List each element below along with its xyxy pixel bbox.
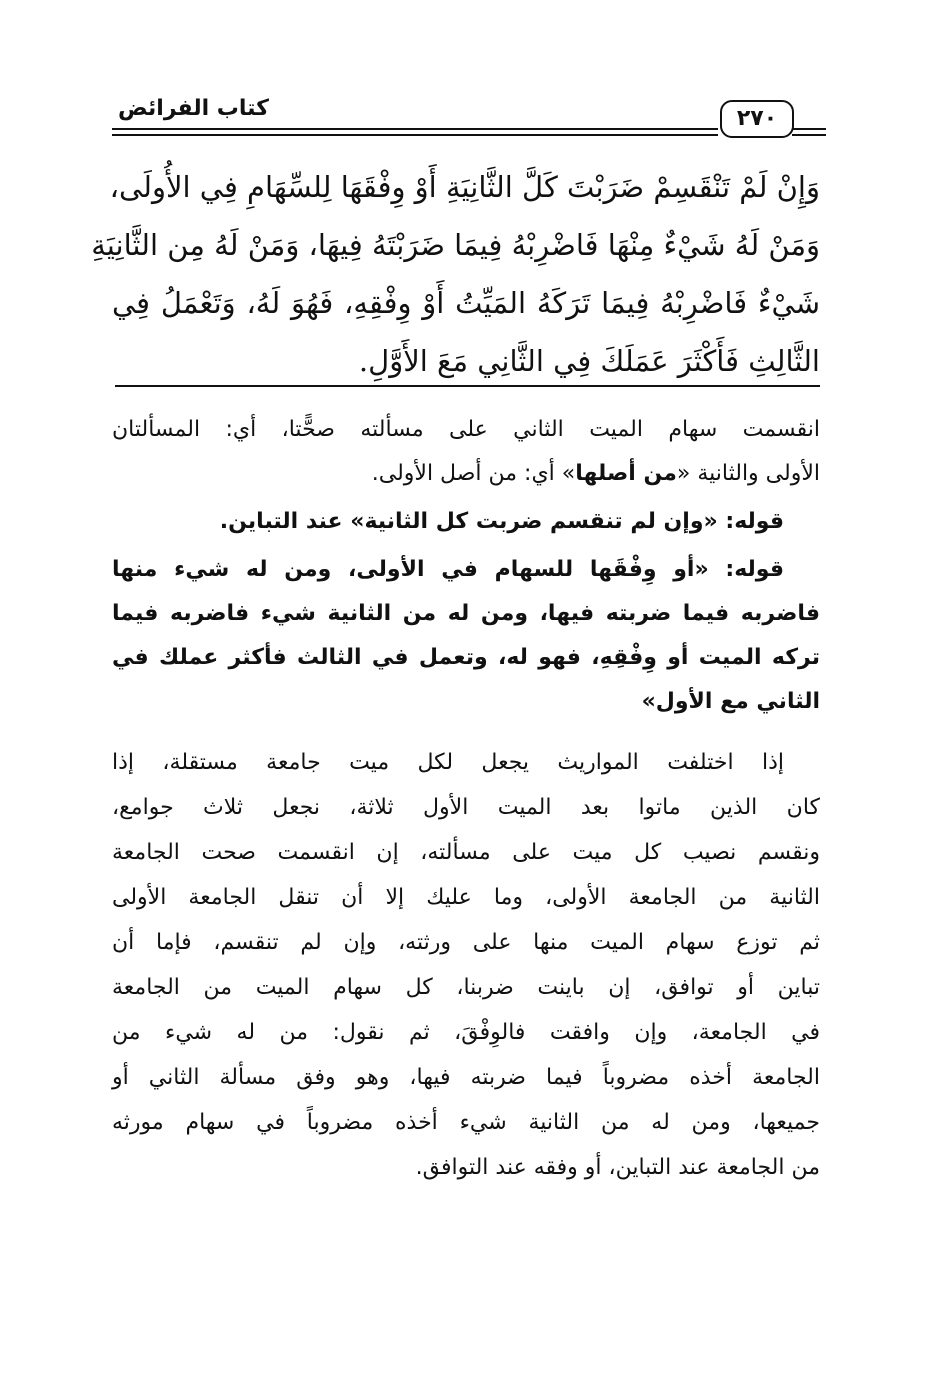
commentary-line: الجامعة أخذه مضروباً فيما ضربته فيها، وهو وفق مسألة الثاني أو [112,1065,820,1090]
section-divider [115,385,820,387]
commentary-quote: «وإن لم تنقسم ضربت كل الثانية» عند التباين. [219,509,726,534]
header-dash-top [792,128,826,130]
qawl-label: قوله: [725,557,784,582]
commentary-text: الأولى والثانية « [676,461,820,486]
matn-line: وَمَنْ لَهُ شَيْءٌ مِنْهَا فَاضْرِبْهُ فِيمَا ضَرَبْتَهُ فِيهَا، وَمَنْ لَهُ مِن الثَّانِيَةِ [91,228,820,262]
matn-line: الثَّالِثِ فَأَكْثَرَ عَمَلَكَ فِي الثَّانِي مَعَ الأَوَّلِ. [358,344,820,378]
commentary-line: في الجامعة، وإن وافقت فالوِفْقَ، ثم نقول: من له شيء من [112,1020,820,1045]
commentary-line: إذا اختلفت المواريث يجعل لكل ميت جامعة مستقلة، إذا [112,750,784,775]
commentary-line: من الجامعة عند التباين، أو وفقه عند التوافق. [415,1155,820,1180]
commentary-line [112,452,820,496]
book-title: كتاب الفرائض [118,96,269,121]
commentary-line: جميعها، ومن له من الثانية شيء أخذه مضروباً في سهام مورثه [112,1110,820,1135]
commentary-text: » أي: من أصل الأولى. [371,461,576,486]
header-rule-top [112,128,718,130]
commentary-line: كان الذين ماتوا بعد الميت الأول ثلاثة، نجعل ثلاث جوامع، [112,795,820,820]
qawl-label: قوله: [725,509,784,534]
commentary-paragraph-3 [112,548,820,724]
matn-text [91,158,820,390]
commentary-emphasis: من أصلها [575,461,677,486]
page-header [112,88,822,148]
commentary-paragraph-1 [112,408,820,496]
commentary-line: ثم توزع سهام الميت منها على ورثته، وإن لم تنقسم، فإما أن [112,930,820,955]
commentary-line: فاضربه فيما ضربته فيها، ومن له من الثانية شيء فاضربه فيما [112,601,820,626]
commentary-line: الثانية من الجامعة الأولى، وما عليك إلا أن تنقل الجامعة الأولى [112,885,820,910]
commentary-line: تباين أو توافق، إن باينت ضربنا، كل سهام الميت من الجامعة [112,975,820,1000]
commentary-paragraph-2 [112,500,820,544]
commentary-quote: «أو وِفْقَها للسهام في الأولى، ومن له شيء منها [112,557,726,582]
page-number: ٢٧٠ [720,100,794,138]
header-rule-bottom [112,134,718,136]
commentary-line: الثاني مع الأول» [641,689,820,714]
matn-line: شَيْءٌ فَاضْرِبْهُ فِيمَا تَرَكَهُ المَيِّتُ أَوْ وِفْقِهِ، فَهُوَ لَهُ، وَتَعْمَلُ فِي [112,286,820,320]
header-dash-bottom [792,134,826,136]
commentary-line: ونقسم نصيب كل ميت على مسألته، إن انقسمت صحت الجامعة [112,840,820,865]
commentary-line: انقسمت سهام الميت الثاني على مسألته صحًّتا، أي: المسألتان [112,417,820,442]
commentary-line [112,500,820,544]
matn-line: وَإِنْ لَمْ تَنْقَسِمْ ضَرَبْتَ كَلَّ الثَّانِيَةِ أَوْ وِفْقَهَا لِلسِّهَامِ فِي الأُولَى، [109,170,820,204]
commentary-paragraph-4 [112,740,820,1190]
commentary-line [112,548,820,592]
commentary-line: تركه الميت أو وِفْقِهِ، فهو له، وتعمل في الثالث فأكثر عملك في [112,645,820,670]
